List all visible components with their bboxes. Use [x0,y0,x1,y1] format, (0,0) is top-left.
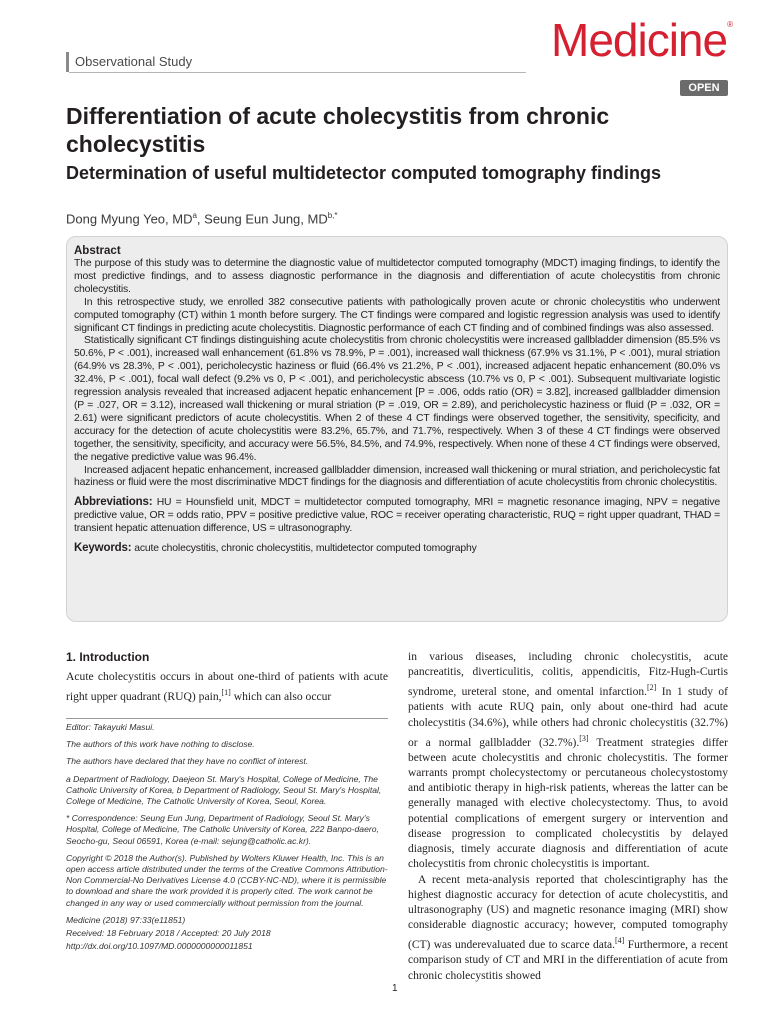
body-text: A recent meta-analysis reported that cholescintigraphy has the highest diagnostic accuracy for detection of acute cholecystitis, and ultrasonography (US) and magnetic resonance imaging (MRI) show considerable diagnostic accuracy; however, computed tomography (CT) was underevaluated due to scarce data. [408,873,728,952]
abbreviations-text: HU = Hounsfield unit, MDCT = multidetector computed tomography, MRI = magnetic resonance imaging, NPV = negative predictive value, OR = odds ratio, PPV = positive predictive value, ROC = receiver operating characteristic, RUQ = right upper quadrant, THAD = transient hepatic attenuation difference, US = ultrasonography. [74,497,720,535]
abstract-paragraph: Statistically significant CT findings distinguishing acute cholecystitis from chronic cholecystitis were increased gallbladder dimension (85.5% vs 50.6%, P < .001), increased wall enhancement (61.8% vs 78.9%, P = .001), increased wall thickness (67.9% vs 31.1%, P < .001), mural striation (64.9% vs 28.3%, P < .001), pericholecystic haziness or fluid (66.4% vs 21.2%, P < .001), increased adjacent hepatic enhancement (80.0% vs 32.4%, P < .001), focal wall defect (9.2% vs 0, P < .001), and pericholecystic abscess (10.7% vs 0, P < .001). Subsequent multivariate logistic regression analysis revealed that increased adjacent hepatic enhancement [P = .006, odds ratio (OR) = 3.82], increased gallbladder dimension (P = .027, OR = 3.12), increased wall thickening or mural striation (P = .019, OR = 2.89), and pericholecystic haziness or fluid (P = .032, OR = 2.61) were significant predictors of acute cholecystitis. When 2 of these 4 CT findings were observed together, the sensitivity, specificity, and accuracy for the detection of acute cholecystitis were 83.2%, 65.7%, and 71.7%, respectively. When 3 of these 4 CT findings were observed together, the sensitivity, specificity, and accuracy were 56.5%, 84.5%, and 74.9%, respectively. When none of these 4 CT findings were observed, the negative predictive value was 96.4%. [74,335,720,463]
body-text: in various diseases, including chronic cholecystitis, acute pancreatitis, diverticulitis, colitis, appendicitis, Fitz-Hugh-Curtis syndrome, ureteral stone, and omental infarction. [408,651,728,699]
body-text: Acute cholecystitis occurs in about one-third of patients with acute right upper quadrant (RUQ) pain, [66,670,388,703]
abbreviations-label: Abbreviations: [74,496,153,509]
author-list [66,211,338,226]
body-text: Furthermore, a recent comparison study of CT and MRI in the differentiation of acute from chronic cholecystitis showed [408,939,728,982]
footnote-rule [66,718,388,719]
introduction-text [66,669,388,704]
footnote-disclosure: The authors of this work have nothing to disclose. [66,739,255,750]
page-number: 1 [392,983,398,994]
footnote-doi-link[interactable]: http://dx.doi.org/10.1097/MD.0000000000011851 [66,941,253,952]
keywords [74,542,720,556]
journal-name: Medicine [551,14,728,66]
author-separator: , [196,211,205,227]
footnotes [66,722,388,954]
footnote-conflict: The authors have declared that they have no conflict of interest. [66,756,309,767]
right-column-text [408,650,728,984]
abstract-paragraph: Increased adjacent hepatic enhancement, increased gallbladder dimension, increased wall thickening or mural striation, and pericholecystic fat haziness or fluid were the most discriminative MDCT findings for the diagnosis and differentiation of acute cholecystitis from chronic cholecystitis. [74,464,720,489]
introduction-heading: 1. Introduction [66,650,150,664]
author-affiliation-mark: b,* [327,211,338,220]
journal-logo [551,14,732,66]
abstract-paragraph: The purpose of this study was to determine the diagnostic value of multidetector computed tomography (MDCT) imaging findings, to identify the most predictive findings, and to assess diagnostic performance in the diagnosis and differentiation of acute cholecystitis from chronic cholecystitis. [74,258,720,295]
citation-link[interactable]: [1] [221,687,231,697]
body-paragraph [408,650,728,873]
abstract-paragraph: In this retrospective study, we enrolled 382 consecutive patients with pathologically proven acute or chronic cholecystitis who underwent computed tomography (CT) within 1 month before surgery. The CT findings were compared and logistic regression analysis was used to identify significant CT findings in predicting acute cholecystitis. Diagnostic performance of each CT finding and of combined findings was also assessed. [74,296,720,334]
author-name: Seung Eun Jung, MD [204,211,328,227]
body-paragraph [408,873,728,984]
body-text: Treatment strategies differ between acute cholecystitis and chronic cholecystitis. The former warrants prompt cholecystectomy or percutaneous cholecystostomy and antibiotic therapy in high-risk patients, whereas the latter can be generally managed with elective cholecystectomy. Thus, to avoid potential complications of emergent surgery or intervention and disease progression to complicated cholecystitis by delayed diagnosis, timely accurate diagnosis and differentiation of acute cholecystitis from chronic cholecystitis is important. [408,736,728,871]
author-name: Dong Myung Yeo, MD [66,211,193,227]
section-marker-bar [66,52,69,72]
keywords-label: Keywords: [74,542,132,555]
abstract-heading: Abstract [74,245,121,257]
abbreviations [74,496,720,536]
abstract-box [66,236,728,622]
footnote-editor: Editor: Takayuki Masui. [66,722,155,732]
citation-link[interactable]: [4] [615,936,625,946]
body-text: which can also occur [230,689,332,703]
citation-link[interactable]: [2] [647,683,657,693]
citation-link[interactable]: [3] [579,733,589,743]
open-access-badge: OPEN [680,80,728,96]
section-rule [69,72,526,73]
section-label: Observational Study [75,54,193,69]
footnote-dates: Received: 18 February 2018 / Accepted: 20 July 2018 [66,928,271,939]
footnote-affiliations: a Department of Radiology, Daejeon St. Mary's Hospital, College of Medicine, The Catholic University of Korea, b Department of Radiology, Seoul St. Mary's Hospital, College of Medicine, The Catholic University of Korea, Seoul, Korea. [66,773,382,807]
keywords-text: acute cholecystitis, chronic cholecystitis, multidetector computed tomography [134,543,477,555]
article-subtitle: Determination of useful multidetector computed tomography findings [66,163,662,183]
footnote-citation: Medicine (2018) 97:33(e11851) [66,914,186,925]
body-text: In 1 study of patients with acute RUQ pain, only about one-third had acute cholecystitis (34.6%), while others had chronic cholecystitis (32.7%) or a normal gallbladder (32.7%). [408,686,728,749]
footnote-correspondence: * Correspondence: Seung Eun Jung, Department of Radiology, Seoul St. Mary's Hospital, College of Medicine, The Catholic University of Korea, 222 Banpo-daero, Seocho-gu, Seoul 06591, Korea (e-mail: sejung@catholic.ac.kr). [66,813,379,846]
footnote-copyright: Copyright © 2018 the Author(s). Published by Wolters Kluwer Health, Inc. This is an open access article distributed under the terms of the Creative Commons Attribution-Non Commercial-No Derivatives License 4.0 (CCBY-NC-ND), where it is permissible to download and share the work provided it is properly cited. The work cannot be changed in any way or used commercially without permission from the journal. [66,852,388,908]
author-affiliation-mark: a [192,211,197,220]
registered-mark: ® [727,20,732,29]
article-title: Differentiation of acute cholecystitis from chronic cholecystitis [66,103,610,157]
